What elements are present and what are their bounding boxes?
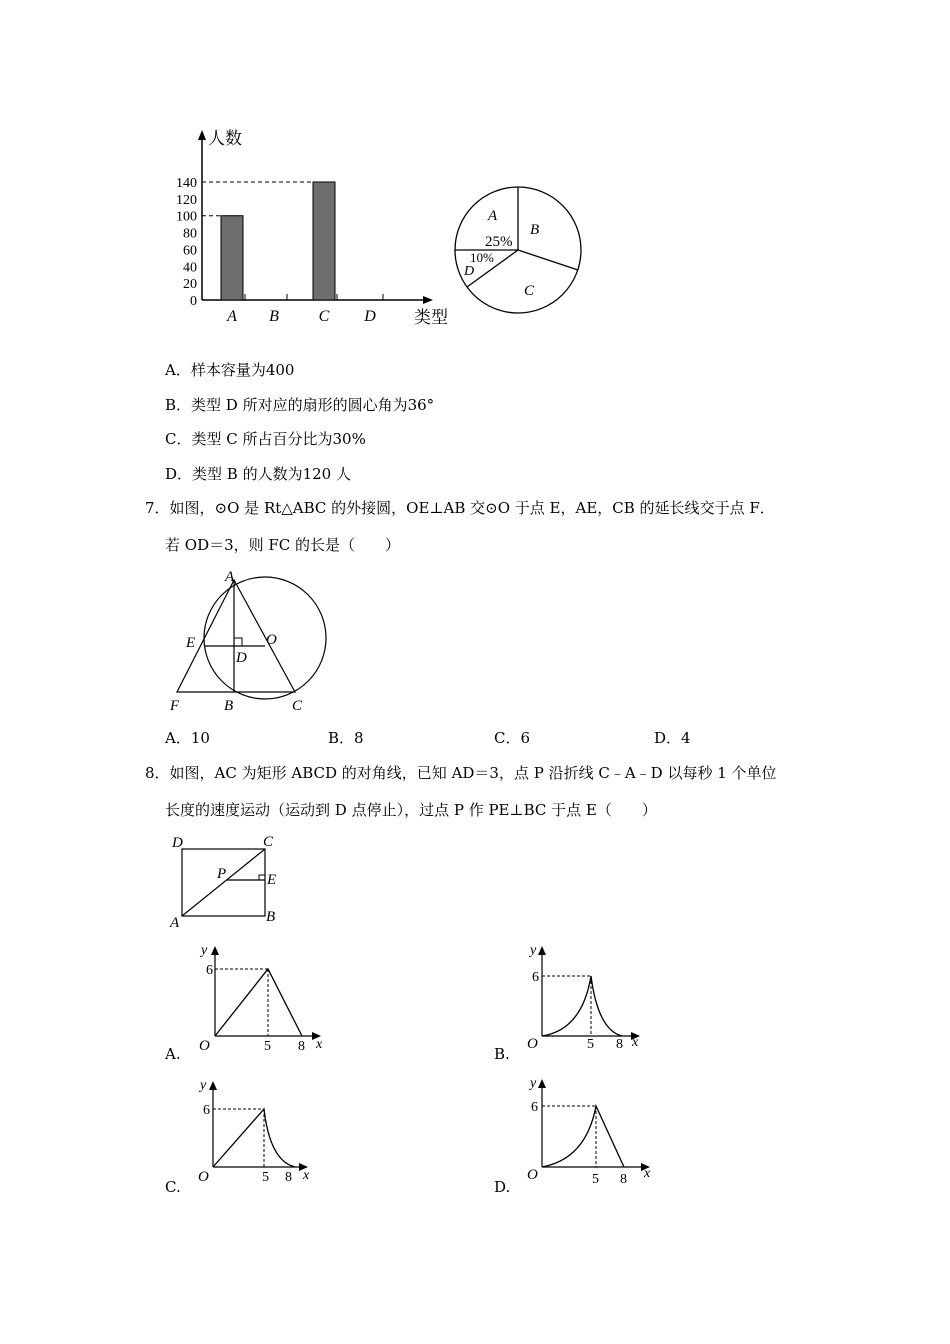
origin-label: O xyxy=(527,1167,538,1183)
tick-8: 8 xyxy=(620,1172,627,1187)
q6-option-a: A．样本容量为400 xyxy=(165,361,295,379)
pie-label-a-pct: 25% xyxy=(485,234,513,250)
function-curve xyxy=(542,976,622,1036)
y-axis-arrow xyxy=(538,1079,546,1088)
label-e: E xyxy=(267,872,277,888)
y-tick-label: 40 xyxy=(183,260,197,276)
pie-label-b: B xyxy=(530,222,540,238)
label-c: C xyxy=(263,834,274,850)
q8-graph-b xyxy=(522,940,652,1055)
y-tick-label: 60 xyxy=(183,243,197,259)
x-label: x xyxy=(303,1168,310,1183)
origin-label: O xyxy=(198,1169,209,1185)
q8-graph-a xyxy=(190,940,335,1055)
tick-8: 8 xyxy=(298,1039,305,1054)
label-b: B xyxy=(266,909,276,925)
x-axis-arrow xyxy=(423,296,433,304)
x-axis-label: 类型 xyxy=(414,308,448,327)
q7-option-b: B．8 xyxy=(328,729,364,747)
origin-label: O xyxy=(199,1038,210,1054)
x-label: x xyxy=(632,1035,639,1050)
q7-stem-line1: 7．如图，⊙O 是 Rt△ABC 的外接圆，OE⊥AB 交⊙O 于点 E，AE，CB 的延长线交于点 F． xyxy=(145,499,775,517)
x-category-label: C xyxy=(318,308,330,325)
pie-label-d-pct: 10% xyxy=(470,250,494,265)
function-curve xyxy=(215,969,302,1036)
tick-6: 6 xyxy=(206,963,213,978)
y-axis-arrow xyxy=(198,130,206,140)
diagonal-ac xyxy=(182,849,265,916)
pie-divider-bc xyxy=(518,250,578,270)
y-label: y xyxy=(530,1076,537,1091)
bar-a xyxy=(221,216,243,300)
label-a: A xyxy=(225,569,235,585)
right-angle-mark xyxy=(234,638,242,646)
q8-rectangle-figure xyxy=(165,830,290,930)
tick-5: 5 xyxy=(264,1039,271,1054)
y-axis-arrow xyxy=(209,1081,217,1090)
q8-stem-line1: 8．如图，AC 为矩形 ABCD 的对角线，已知 AD＝3，点 P 沿折线 C﹣A﹣D 以每秒 1 个单位 xyxy=(145,764,777,782)
y-tick-label: 100 xyxy=(176,209,197,225)
label-p: P xyxy=(217,866,227,882)
q8-stem-line2: 长度的速度运动（运动到 D 点停止），过点 P 作 PE⊥BC 于点 E（ ） xyxy=(165,801,657,819)
tick-6: 6 xyxy=(532,970,539,985)
tick-8: 8 xyxy=(616,1037,623,1052)
q8-graph-c xyxy=(190,1075,320,1190)
tick-6: 6 xyxy=(203,1103,210,1118)
bar-chart xyxy=(160,120,460,335)
y-axis-label: 人数 xyxy=(208,129,242,148)
q7-stem-line2: 若 OD＝3，则 FC 的长是（ ） xyxy=(165,536,401,554)
q8-option-d-label: D. xyxy=(494,1178,511,1196)
x-category-label: A xyxy=(227,308,237,325)
right-angle-mark xyxy=(259,875,265,880)
label-o: O xyxy=(266,632,277,648)
label-b: B xyxy=(224,698,234,714)
y-tick-label: 140 xyxy=(176,176,197,191)
y-tick-label: 0 xyxy=(190,294,197,309)
origin-label: O xyxy=(527,1036,538,1052)
function-curve xyxy=(213,1109,295,1167)
label-a: A xyxy=(170,915,180,930)
tick-5: 5 xyxy=(587,1037,594,1052)
function-curve xyxy=(542,1106,624,1167)
pie-label-d: D xyxy=(464,264,475,279)
x-category-label: B xyxy=(269,308,279,325)
tick-6: 6 xyxy=(531,1100,538,1115)
y-axis-arrow xyxy=(538,946,546,955)
q7-option-c: C．6 xyxy=(494,729,531,747)
x-category-label: D xyxy=(364,308,376,325)
pie-label-a: A xyxy=(488,208,498,224)
q8-option-a-label: A. xyxy=(165,1045,181,1063)
q8-option-b-label: B. xyxy=(494,1045,510,1063)
label-d: D xyxy=(236,650,247,666)
bar-c xyxy=(313,182,335,300)
q8-option-c-label: C. xyxy=(165,1178,181,1196)
y-label: y xyxy=(201,943,208,958)
label-f: F xyxy=(170,698,180,714)
tick-5: 5 xyxy=(592,1172,599,1187)
pie-chart xyxy=(450,182,590,322)
label-e: E xyxy=(186,635,196,651)
y-label: y xyxy=(200,1078,207,1093)
q7-option-d: D．4 xyxy=(654,729,691,747)
q7-option-a: A．10 xyxy=(165,729,210,747)
label-d: D xyxy=(172,835,183,851)
y-tick-label: 120 xyxy=(176,192,197,208)
y-tick-label: 20 xyxy=(183,277,197,293)
q7-circle-figure xyxy=(160,566,345,718)
q6-option-d: D．类型 B 的人数为120 人 xyxy=(165,465,351,483)
y-label: y xyxy=(530,943,537,958)
tick-8: 8 xyxy=(285,1170,292,1185)
q6-option-b: B．类型 D 所对应的扇形的圆心角为36° xyxy=(165,396,435,414)
pie-label-c: C xyxy=(524,283,535,299)
y-axis-arrow xyxy=(211,946,219,955)
x-label: x xyxy=(644,1166,651,1181)
y-tick-label: 80 xyxy=(183,226,197,242)
label-c: C xyxy=(292,698,303,714)
q6-option-c: C．类型 C 所占百分比为30% xyxy=(165,430,366,448)
tick-5: 5 xyxy=(262,1170,269,1185)
x-label: x xyxy=(316,1037,323,1052)
q8-graph-d xyxy=(522,1073,662,1190)
